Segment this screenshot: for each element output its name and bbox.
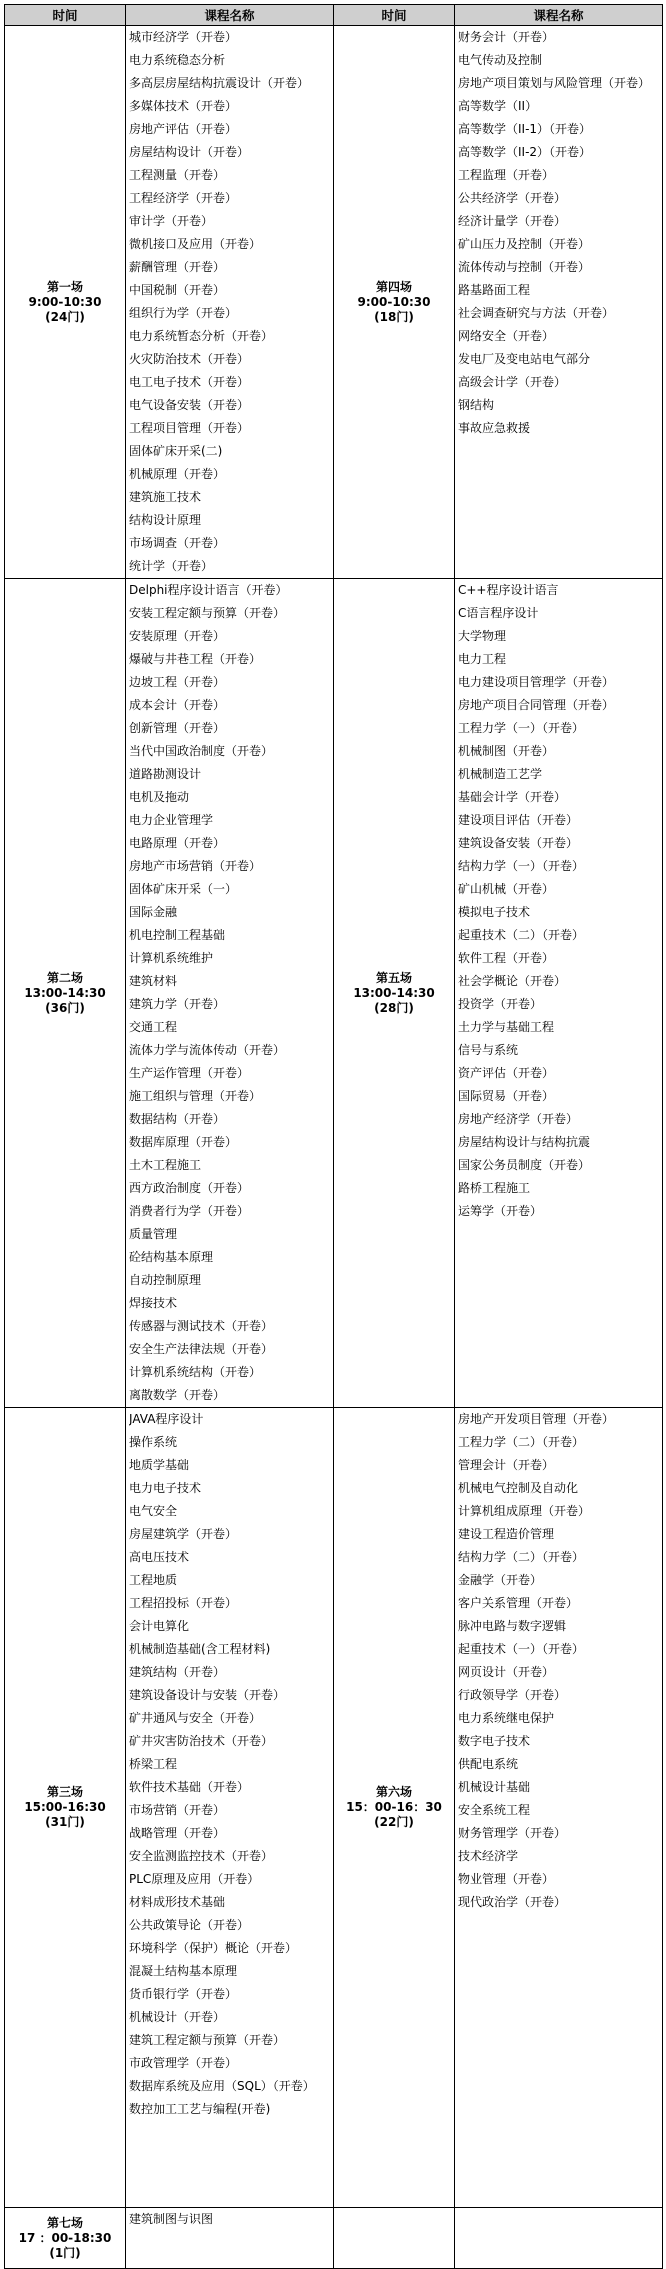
course-item: 结构力学（二）（开卷） [458,1550,585,1564]
header-time-right: 时间 [334,5,455,26]
session-row [5,1408,663,2208]
course-item: 房地产项目合同管理（开卷） [458,698,615,712]
course-list [126,26,333,578]
course-item: 结构设计原理 [129,513,202,527]
course-item: 安装原理（开卷） [129,629,226,643]
session-time-cell [5,2208,126,2269]
course-item: 计算机组成原理（开卷） [458,1504,591,1518]
header-course-left: 课程名称 [126,5,334,26]
course-item: 经济计量学（开卷） [458,214,567,228]
course-item: 建筑力学（开卷） [129,997,226,1011]
course-item: 地质学基础 [129,1458,190,1472]
session-name: 第六场 [375,1785,412,1799]
course-item: 战略管理（开卷） [129,1826,226,1840]
course-item: 国际贸易（开卷） [458,1089,555,1103]
course-item: 电力电子技术 [129,1481,202,1495]
course-item: 成本会计（开卷） [129,698,226,712]
course-item: 社会学概论（开卷） [458,974,567,988]
course-list [126,2208,333,2231]
course-item: 国家公务员制度（开卷） [458,1158,591,1172]
course-item: 大学物理 [458,629,507,643]
header-time-left: 时间 [5,5,126,26]
course-item: 建筑施工技术 [129,490,202,504]
course-item: 软件工程（开卷） [458,951,555,965]
course-item: 固体矿床开采（一） [129,882,238,896]
session-time-cell [334,1408,455,2208]
course-item: 资产评估（开卷） [458,1066,555,1080]
session-name: 第一场 [46,279,83,294]
course-item: 数据库系统及应用（SQL）（开卷） [129,2079,315,2093]
course-item: 砼结构基本原理 [129,1250,214,1264]
course-item: 创新管理（开卷） [129,721,226,735]
course-item: 环境科学（保护）概论（开卷） [129,1941,298,1955]
course-item: 工程力学（二）（开卷） [458,1435,585,1449]
course-item: 数据结构（开卷） [129,1112,226,1126]
course-item: 工程测量（开卷） [129,168,226,182]
course-item: 技术经济学 [458,1849,519,1863]
course-item: 数据库原理（开卷） [129,1135,238,1149]
course-item: 机械电气控制及自动化 [458,1481,579,1495]
course-item: 脉冲电路与数字逻辑 [458,1619,567,1633]
course-item: 会计电算化 [129,1619,190,1633]
course-item: 操作系统 [129,1435,178,1449]
session-time-cell [334,579,455,1408]
course-item: 机械设计基础 [458,1780,531,1794]
course-item: 电力建设项目管理学（开卷） [458,675,615,689]
course-item: 网页设计（开卷） [458,1665,555,1679]
course-item: 建设项目评估（开卷） [458,813,579,827]
course-item: 微机接口及应用（开卷） [129,237,262,251]
course-item: 房屋建筑学（开卷） [129,1527,238,1541]
course-item: 材料成形技术基础 [129,1895,226,1909]
exam-schedule-table [4,4,663,2269]
header-course-right: 课程名称 [455,5,663,26]
course-item: 房地产评估（开卷） [129,122,238,136]
course-item: 计算机系统结构（开卷） [129,1365,262,1379]
course-list-cell [126,579,334,1408]
course-item: 起重技术（二）（开卷） [458,928,585,942]
session-count: (31门) [45,1815,85,1829]
session-count: (28门) [374,1000,414,1015]
session-time: 13:00-14:30 [353,985,435,1000]
course-item: 管理会计（开卷） [458,1458,555,1472]
course-list-cell [126,1408,334,2208]
course-item: 结构力学（一）（开卷） [458,859,585,873]
session-time: 9:00-10:30 [357,294,431,309]
course-item: 建筑工程定额与预算（开卷） [129,2033,286,2047]
course-item: 高级会计学（开卷） [458,375,567,389]
course-item: 物业管理（开卷） [458,1872,555,1886]
session-name: 第五场 [375,970,412,985]
course-item: 市场调查（开卷） [129,536,226,550]
course-item: 西方政治制度（开卷） [129,1181,250,1195]
course-item: 路基路面工程 [458,283,531,297]
course-item: 事故应急救援 [458,421,531,435]
course-item: 传感器与测试技术（开卷） [129,1319,274,1333]
course-item: 市政管理学（开卷） [129,2056,238,2070]
course-list-cell [126,26,334,579]
course-item: 电气设备安装（开卷） [129,398,250,412]
course-item: 安装工程定额与预算（开卷） [129,606,286,620]
course-item: 电气安全 [129,1504,178,1518]
course-item: 工程地质 [129,1573,178,1587]
course-item: 矿山压力及控制（开卷） [458,237,591,251]
course-item: 机械制造基础(含工程材料) [129,1642,271,1656]
course-item: 电力系统暂态分析（开卷） [129,329,274,343]
course-item: 数控加工工艺与编程(开卷) [129,2102,271,2116]
course-item: 土力学与基础工程 [458,1020,555,1034]
session-row [5,2208,663,2269]
course-item: 统计学（开卷） [129,559,214,573]
session-count: (24门) [45,309,85,324]
course-item: 建筑设备设计与安装（开卷） [129,1688,286,1702]
course-list-cell [455,579,663,1408]
session-time-cell [5,1408,126,2208]
course-list-cell [126,2208,334,2269]
session-name: 第二场 [46,970,83,985]
course-item: 计算机系统维护 [129,951,214,965]
course-item: 高等数学（II-1）（开卷） [458,122,592,136]
course-item: 高电压技术 [129,1550,190,1564]
course-item: 社会调查研究与方法（开卷） [458,306,615,320]
course-item: 供配电系统 [458,1757,519,1771]
course-item: 流体传动与控制（开卷） [458,260,591,274]
course-item: PLC原理及应用（开卷） [129,1872,260,1886]
session-count: (36门) [45,1000,85,1015]
session-count: (1门) [49,2245,81,2260]
session-count: (22门) [374,1815,414,1829]
course-item: 流体力学与流体传动（开卷） [129,1043,286,1057]
course-item: 焊接技术 [129,1296,178,1310]
course-item: 电工电子技术（开卷） [129,375,250,389]
course-item: 建筑制图与识图 [129,2212,214,2226]
course-item: 国际金融 [129,905,178,919]
course-item: 发电厂及变电站电气部分 [458,352,591,366]
course-item: 机电控制工程基础 [129,928,226,942]
course-item: 电力系统稳态分析 [129,53,226,67]
course-item: 机械原理（开卷） [129,467,226,481]
course-item: 建筑设备安装（开卷） [458,836,579,850]
course-list [126,579,333,1407]
course-item: 财务会计（开卷） [458,30,555,44]
course-list-cell [455,1408,663,2208]
course-item: 混凝土结构基本原理 [129,1964,238,1978]
course-item: 房屋结构设计与结构抗震 [458,1135,591,1149]
course-item: 桥梁工程 [129,1757,178,1771]
course-item: 安全生产法律法规（开卷） [129,1342,274,1356]
course-item: 电路原理（开卷） [129,836,226,850]
course-item: 工程招投标（开卷） [129,1596,238,1610]
course-item: 房地产开发项目管理（开卷） [458,1412,615,1426]
course-item: 高等数学（II-2）（开卷） [458,145,592,159]
course-item: 建设工程造价管理 [458,1527,555,1541]
course-item: 房地产市场营销（开卷） [129,859,262,873]
course-list-cell [455,2208,663,2269]
course-item: 火灾防治技术（开卷） [129,352,250,366]
course-item: 模拟电子技术 [458,905,531,919]
course-item: 电力企业管理学 [129,813,214,827]
session-name: 第三场 [46,1785,83,1799]
session-time-cell [5,26,126,579]
session-time: 9:00-10:30 [28,294,102,309]
course-item: 现代政治学（开卷） [458,1895,567,1909]
course-item: 建筑材料 [129,974,178,988]
course-item: 多媒体技术（开卷） [129,99,238,113]
course-list [455,579,662,1223]
session-time-cell [5,579,126,1408]
course-item: 起重技术（一）（开卷） [458,1642,585,1656]
session-name: 第七场 [46,2215,83,2230]
course-item: 房屋结构设计（开卷） [129,145,250,159]
course-item: C++程序设计语言 [458,583,559,597]
course-item: 基础会计学（开卷） [458,790,567,804]
course-item: 机械设计（开卷） [129,2010,226,2024]
course-item: 审计学（开卷） [129,214,214,228]
course-item: 机械制造工艺学 [458,767,543,781]
course-item: 投资学（开卷） [458,997,543,1011]
session-time: 13:00-14:30 [24,985,106,1000]
course-item: 工程经济学（开卷） [129,191,238,205]
course-item: 电气传动及控制 [458,53,543,67]
course-item: 网络安全（开卷） [458,329,555,343]
course-item: 货币银行学（开卷） [129,1987,238,2001]
course-item: 施工组织与管理（开卷） [129,1089,262,1103]
session-time: 15:00-16:30 [24,1800,106,1814]
course-item: 矿山机械（开卷） [458,882,555,896]
course-item: 公共政策导论（开卷） [129,1918,250,1932]
session-row [5,26,663,579]
session-time: 17 ：00-18:30 [18,2230,112,2245]
course-item: 土木工程施工 [129,1158,202,1172]
course-list-cell [455,26,663,579]
course-item: 财务管理学（开卷） [458,1826,567,1840]
course-item: 离散数学（开卷） [129,1388,226,1402]
course-item: 边坡工程（开卷） [129,675,226,689]
course-item: 电力工程 [458,652,507,666]
course-item: 金融学（开卷） [458,1573,543,1587]
session-row [5,579,663,1408]
course-item: C语言程序设计 [458,606,539,620]
course-item: 电机及拖动 [129,790,190,804]
course-item: 矿井通风与安全（开卷） [129,1711,262,1725]
course-list [455,26,662,440]
course-list [455,1408,662,1914]
course-item: 道路勘测设计 [129,767,202,781]
course-item: 路桥工程施工 [458,1181,531,1195]
course-item: 城市经济学（开卷） [129,30,238,44]
course-item: 机械制图（开卷） [458,744,555,758]
course-item: JAVA程序设计 [129,1412,204,1426]
course-item: Delphi程序设计语言（开卷） [129,583,288,597]
session-time-cell [334,2208,455,2269]
course-item: 钢结构 [458,398,495,412]
course-item: 多高层房屋结构抗震设计（开卷） [129,76,310,90]
course-item: 中国税制（开卷） [129,283,226,297]
session-name: 第四场 [375,279,412,294]
session-time: 15：00-16：30 [346,1800,442,1814]
course-item: 建筑结构（开卷） [129,1665,226,1679]
course-item: 自动控制原理 [129,1273,202,1287]
course-item: 工程项目管理（开卷） [129,421,250,435]
course-item: 运筹学（开卷） [458,1204,543,1218]
course-item: 当代中国政治制度（开卷） [129,744,274,758]
session-time-cell [334,26,455,579]
course-item: 质量管理 [129,1227,178,1241]
course-item: 工程监理（开卷） [458,168,555,182]
course-item: 客户关系管理（开卷） [458,1596,579,1610]
course-item: 矿井灾害防治技术（开卷） [129,1734,274,1748]
course-item: 电力系统继电保护 [458,1711,555,1725]
course-item: 软件技术基础（开卷） [129,1780,250,1794]
course-item: 交通工程 [129,1020,178,1034]
header-row [5,5,663,26]
course-item: 薪酬管理（开卷） [129,260,226,274]
course-list [126,1408,333,2121]
course-item: 固体矿床开采(二) [129,444,223,458]
course-item: 安全监测监控技术（开卷） [129,1849,274,1863]
course-item: 安全系统工程 [458,1803,531,1817]
course-item: 市场营销（开卷） [129,1803,226,1817]
course-item: 生产运作管理（开卷） [129,1066,250,1080]
course-item: 爆破与井巷工程（开卷） [129,652,262,666]
course-item: 高等数学（II） [458,99,538,113]
course-item: 消费者行为学（开卷） [129,1204,250,1218]
course-item: 组织行为学（开卷） [129,306,238,320]
course-item: 信号与系统 [458,1043,519,1057]
course-item: 行政领导学（开卷） [458,1688,567,1702]
course-item: 房地产项目策划与风险管理（开卷） [458,76,651,90]
session-count: (18门) [374,309,414,324]
course-item: 数字电子技术 [458,1734,531,1748]
course-item: 公共经济学（开卷） [458,191,567,205]
course-item: 工程力学（一）（开卷） [458,721,585,735]
course-item: 房地产经济学（开卷） [458,1112,579,1126]
